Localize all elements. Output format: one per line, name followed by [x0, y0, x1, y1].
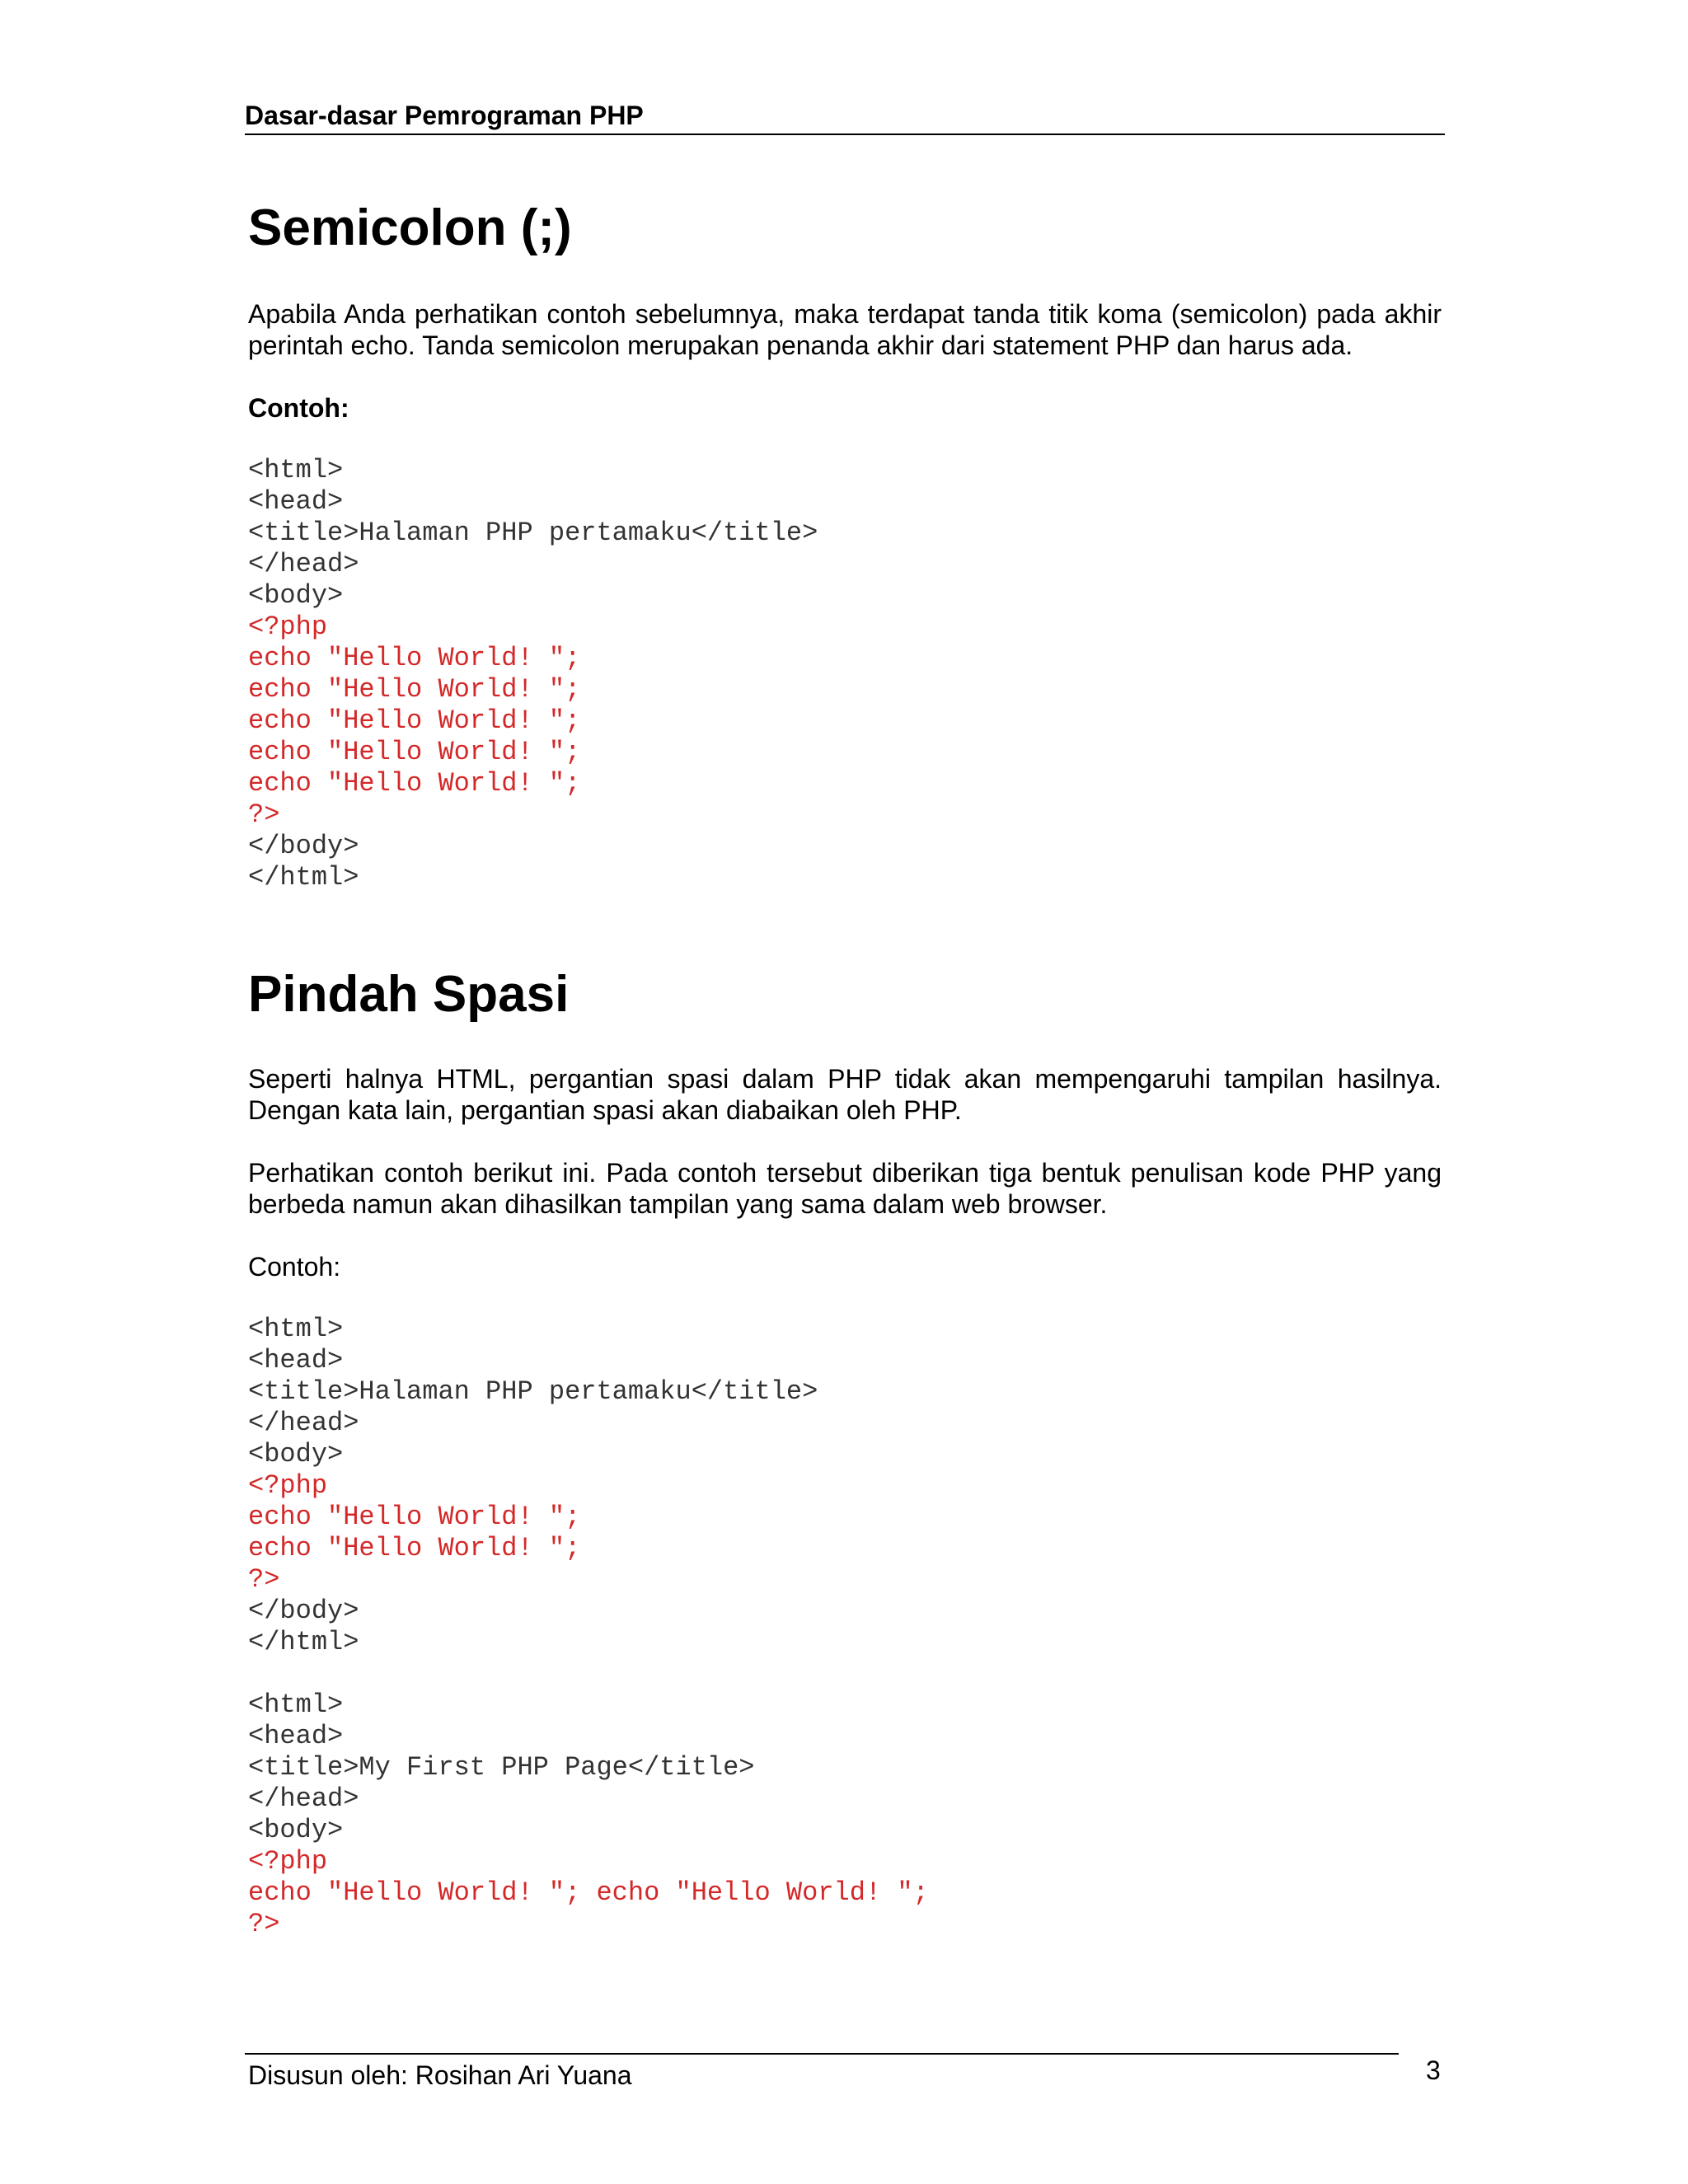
- section-semicolon: [248, 191, 1442, 893]
- footer-author: Disusun oleh: Rosihan Ari Yuana: [248, 2060, 632, 2090]
- section-paragraph: Apabila Anda perhatikan contoh sebelumnya, maka terdapat tanda titik koma (semicolon) pada akhir perintah echo. Tanda semicolon merupakan penanda akhir dari statement PHP dan harus ada.: [248, 299, 1442, 360]
- code-line: <body>: [248, 1439, 344, 1469]
- code-line: </body>: [248, 831, 359, 861]
- footer-divider: [245, 2053, 1399, 2055]
- code-line: <head>: [248, 1345, 344, 1376]
- example-label: Contoh:: [248, 393, 349, 423]
- code-line: </head>: [248, 1408, 359, 1438]
- section-heading: Semicolon (;): [248, 199, 572, 256]
- code-line: <title>Halaman PHP pertamaku</title>: [248, 1376, 818, 1407]
- code-block: [248, 1314, 1442, 1658]
- code-line: <title>My First PHP Page</title>: [248, 1752, 755, 1783]
- code-line: ?>: [248, 1564, 280, 1595]
- code-line: <body>: [248, 580, 344, 611]
- code-line: </html>: [248, 862, 359, 893]
- code-line: echo "Hello World! ";: [248, 674, 581, 705]
- code-line: echo "Hello World! ";: [248, 1533, 581, 1563]
- code-line: echo "Hello World! "; echo "Hello World! ";: [248, 1877, 929, 1908]
- code-line: <head>: [248, 486, 344, 517]
- code-line: ?>: [248, 799, 280, 830]
- code-line: </html>: [248, 1627, 359, 1657]
- page-content: [248, 191, 1442, 1940]
- code-line: </head>: [248, 1783, 359, 1814]
- code-line: <body>: [248, 1815, 344, 1845]
- running-header: Dasar-dasar Pemrograman PHP: [245, 97, 1445, 135]
- code-line: <?php: [248, 612, 328, 642]
- code-line: echo "Hello World! ";: [248, 1502, 581, 1532]
- code-line: echo "Hello World! ";: [248, 705, 581, 736]
- section-paragraph: Perhatikan contoh berikut ini. Pada contoh tersebut diberikan tiga bentuk penulisan kode PHP yang berbeda namun akan dihasilkan tampilan yang sama dalam web browser.: [248, 1158, 1442, 1219]
- code-line: echo "Hello World! ";: [248, 737, 581, 767]
- example-label: Contoh:: [248, 1252, 341, 1282]
- code-line: echo "Hello World! ";: [248, 643, 581, 673]
- section-paragraph: Seperti halnya HTML, pergantian spasi dalam PHP tidak akan mempengaruhi tampilan hasilnya. Dengan kata lain, pergantian spasi akan diabaikan oleh PHP.: [248, 1064, 1442, 1125]
- code-line: <html>: [248, 1314, 344, 1344]
- page-number: 3: [1426, 2055, 1441, 2085]
- code-line: <html>: [248, 1690, 344, 1720]
- code-line: </body>: [248, 1596, 359, 1626]
- code-line: <?php: [248, 1846, 328, 1877]
- code-block: [248, 455, 1442, 893]
- code-line: <html>: [248, 455, 344, 485]
- code-line: <title>Halaman PHP pertamaku</title>: [248, 518, 818, 548]
- code-line: <head>: [248, 1721, 344, 1751]
- code-line: ?>: [248, 1909, 280, 1939]
- code-line: </head>: [248, 549, 359, 579]
- section-heading: Pindah Spasi: [248, 966, 570, 1023]
- code-line: echo "Hello World! ";: [248, 768, 581, 799]
- section-pindah-spasi: [248, 958, 1442, 1940]
- code-block: [248, 1690, 1442, 1940]
- code-line: <?php: [248, 1470, 328, 1501]
